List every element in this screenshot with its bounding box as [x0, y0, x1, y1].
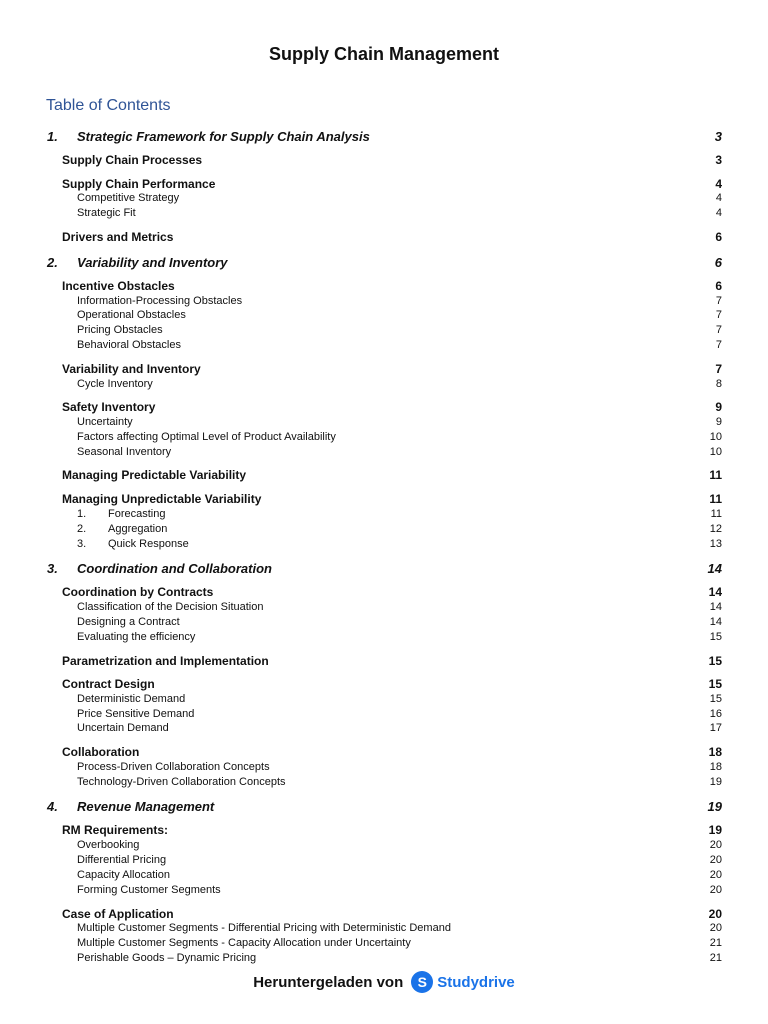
toc-entry-page-number: 10 [709, 446, 722, 458]
toc-entry-page-number: 20 [709, 922, 722, 934]
toc-entry-page-number: 19 [707, 799, 722, 814]
toc-entry-page-number: 15 [709, 631, 722, 643]
toc-entry-page-number: 21 [709, 952, 722, 964]
toc-entry-number: 3. [47, 561, 58, 576]
toc-entry-page-number: 20 [709, 854, 722, 866]
toc-entry-page-number: 6 [715, 279, 722, 293]
toc-entry-label: Designing a Contract [77, 616, 180, 628]
studydrive-logo[interactable] [411, 971, 515, 993]
toc-entry-label: Collaboration [62, 745, 140, 759]
toc-entry-label: Factors affecting Optimal Level of Product Availability [77, 431, 336, 443]
toc-entry-label: Forming Customer Segments [77, 884, 221, 896]
toc-entry-page-number: 3 [715, 153, 722, 167]
toc-entry-label: Variability and Inventory [62, 362, 201, 376]
toc-entry-page-number: 20 [709, 884, 722, 896]
toc-entry-page-number: 8 [715, 378, 722, 390]
studydrive-icon: S [411, 971, 433, 993]
toc-entry-label: Differential Pricing [77, 854, 167, 866]
toc-entry-page-number: 4 [715, 207, 722, 219]
toc-entry-label: Coordination and Collaboration [77, 561, 272, 576]
toc-entry-label: Cycle Inventory [77, 378, 153, 390]
toc-entry-number: 2. [77, 523, 87, 535]
toc-entry-label: Overbooking [77, 839, 140, 851]
toc-entry-label: Uncertainty [77, 416, 133, 428]
toc-entry-label: Information-Processing Obstacles [77, 295, 243, 307]
toc-entry-label: Forecasting [108, 508, 166, 520]
studydrive-brand-label: Studydrive [437, 973, 515, 991]
toc-entry-label: Safety Inventory [62, 400, 156, 414]
toc-entry-label: Supply Chain Processes [62, 153, 203, 167]
toc-entry-label: Strategic Framework for Supply Chain Analysis [77, 129, 370, 144]
toc-entry-label: Multiple Customer Segments - Differential Pricing with Deterministic Demand [77, 922, 451, 934]
toc-entry-label: Parametrization and Implementation [62, 654, 269, 668]
toc-entry-page-number: 11 [709, 468, 722, 482]
toc-entry-page-number: 11 [709, 492, 722, 506]
toc-entry-number: 3. [77, 538, 87, 550]
toc-entry-label: Variability and Inventory [77, 255, 228, 270]
toc-entry-label: Managing Unpredictable Variability [62, 492, 262, 506]
toc-entry-page-number: 6 [714, 255, 722, 270]
toc-entry-page-number: 4 [715, 192, 722, 204]
page-title: Supply Chain Management [268, 44, 500, 64]
toc-entry-label: Perishable Goods – Dynamic Pricing [77, 952, 257, 964]
toc-entry-number: 4. [47, 799, 58, 814]
toc-entry-page-number: 18 [708, 745, 722, 759]
toc-entry-label: Multiple Customer Segments - Capacity Allocation under Uncertainty [77, 937, 411, 949]
toc-entry-page-number: 21 [709, 937, 722, 949]
toc-entry-page-number: 9 [715, 400, 722, 414]
toc-entry-page-number: 14 [708, 585, 722, 599]
toc-entry-page-number: 7 [715, 309, 722, 321]
toc-entry-label: Case of Application [62, 907, 174, 921]
toc-entry-label: Pricing Obstacles [77, 324, 163, 336]
toc-entry-label: Coordination by Contracts [62, 585, 214, 599]
toc-entry-label: RM Requirements: [62, 823, 169, 837]
toc-entry-label: Managing Predictable Variability [62, 468, 247, 482]
toc-entry-label: Supply Chain Performance [62, 177, 216, 191]
toc-entry-label: Drivers and Metrics [62, 230, 174, 244]
toc-entry-page-number: 20 [709, 839, 722, 851]
toc-entry-number: 1. [47, 129, 58, 144]
toc-entry-number: 2. [47, 255, 58, 270]
toc-entry-page-number: 20 [709, 869, 722, 881]
toc-entry-page-number: 13 [709, 538, 722, 550]
toc-entry-page-number: 7 [715, 324, 722, 336]
toc-entry-label: Operational Obstacles [77, 309, 186, 321]
toc-entry-label: Process-Driven Collaboration Concepts [77, 761, 270, 773]
toc-entry-label: Seasonal Inventory [77, 446, 172, 458]
toc-entry-label: Competitive Strategy [77, 192, 180, 204]
toc-entry-page-number: 6 [715, 230, 722, 244]
toc-entry-page-number: 4 [715, 177, 722, 191]
toc-entry-label: Strategic Fit [77, 207, 136, 219]
toc-entry-page-number: 20 [708, 907, 722, 921]
toc-entry-page-number: 12 [709, 523, 722, 535]
toc-entry-label: Aggregation [108, 523, 168, 535]
toc-entry-label: Evaluating the efficiency [77, 631, 196, 643]
toc-entry-page-number: 10 [709, 431, 722, 443]
toc-entry-label: Price Sensitive Demand [77, 708, 195, 720]
toc-entry-page-number: 15 [708, 654, 722, 668]
toc-entry-number: 1. [77, 508, 87, 520]
toc-entry-page-number: 11 [710, 508, 722, 520]
toc-heading: Table of Contents [46, 97, 171, 114]
toc-entry-page-number: 7 [715, 362, 722, 376]
toc-entry-page-number: 15 [709, 693, 722, 705]
toc-entry-page-number: 18 [709, 761, 722, 773]
toc-entry-label: Behavioral Obstacles [77, 339, 181, 351]
toc-entry-label: Technology-Driven Collaboration Concepts [77, 776, 286, 788]
toc-entry-page-number: 14 [707, 561, 722, 576]
footer-text: Heruntergeladen von [253, 973, 404, 991]
toc-entry-page-number: 16 [709, 708, 722, 720]
toc-entry-page-number: 19 [709, 776, 722, 788]
toc-entry-page-number: 7 [715, 339, 722, 351]
toc-entry-page-number: 17 [709, 722, 722, 734]
toc-entry-page-number: 3 [714, 129, 722, 144]
toc-entry-page-number: 7 [715, 295, 722, 307]
toc-entry-page-number: 19 [708, 823, 722, 837]
toc-entry-label: Deterministic Demand [77, 693, 186, 705]
toc-entry-label: Quick Response [108, 538, 189, 550]
toc-entry-label: Revenue Management [77, 799, 215, 814]
toc-entry-label: Contract Design [62, 677, 155, 691]
toc-entry-label: Incentive Obstacles [62, 279, 175, 293]
toc-entry-page-number: 15 [708, 677, 722, 691]
toc-entry-label: Classification of the Decision Situation [77, 601, 264, 613]
toc-entry-page-number: 14 [709, 616, 722, 628]
toc-entry-page-number: 14 [709, 601, 722, 613]
toc-entry-label: Uncertain Demand [77, 722, 169, 734]
download-footer [0, 968, 768, 996]
toc-entry-label: Capacity Allocation [77, 869, 170, 881]
toc-entry-page-number: 9 [715, 416, 722, 428]
